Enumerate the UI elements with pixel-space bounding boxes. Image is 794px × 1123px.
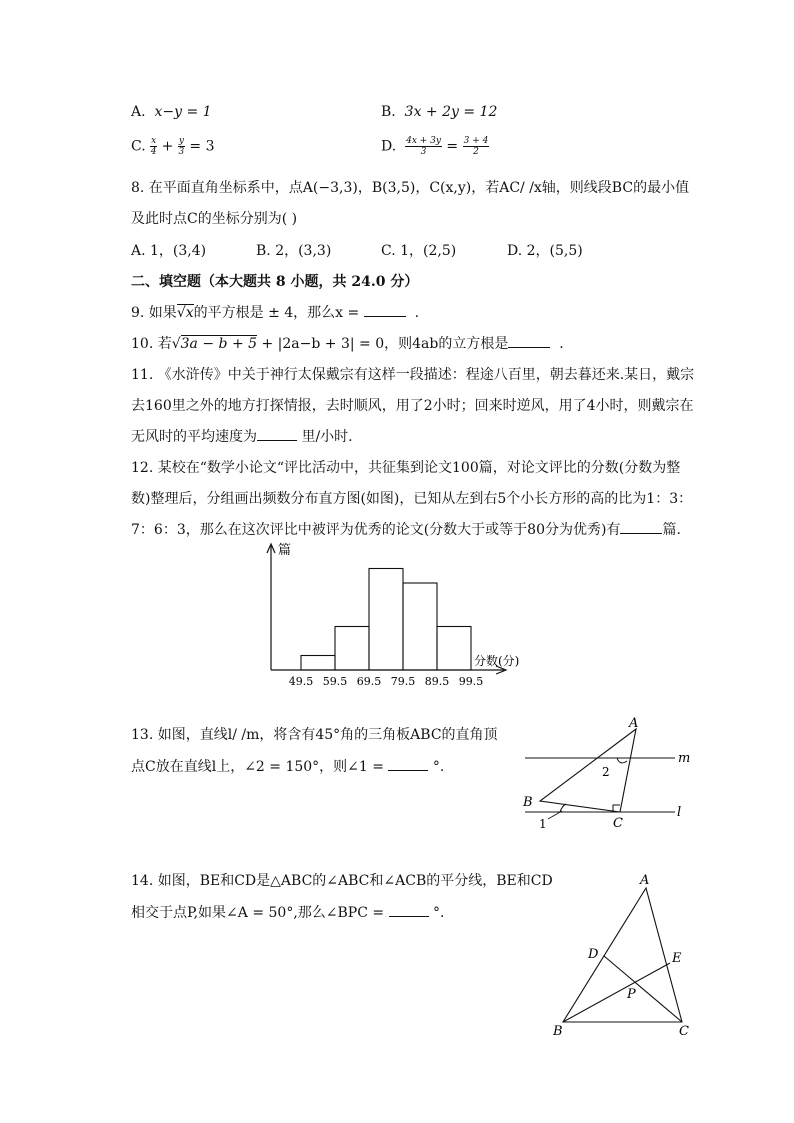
histogram-tick-label: 59.5 <box>322 675 348 688</box>
histogram-tick-label: 69.5 <box>356 675 382 688</box>
angle-2-arc <box>617 758 627 763</box>
q14-line1: 14. 如图，BE和CD是△ABC的∠ABC和∠ACB的平分线，BE和CD <box>131 873 553 889</box>
label-m: m <box>678 751 691 766</box>
label-P: P <box>627 987 636 1002</box>
q7-option-b: B. 3x + 2y = 12 <box>381 104 498 120</box>
figure-13 <box>510 716 700 836</box>
q12-line3: 7：6：3，那么在这次评比中被评为优秀的论文(分数大于或等于80分为优秀)有 篇. <box>131 522 681 538</box>
label-1: 1 <box>539 817 547 831</box>
q11-line1: 11. 《水浒传》中关于神行太保戴宗有这样一段描述：程途八百里，朝去暮还来.某日，戴宗 <box>131 367 695 383</box>
q8-option-a: A. 1，(3,4) <box>131 243 207 259</box>
q13-line1: 13. 如图，直线l/ /m，将含有45°角的三角板ABC的直角顶 <box>131 727 498 743</box>
label-l: l <box>677 805 682 820</box>
label-C: C <box>679 1024 689 1038</box>
label-D: D <box>588 947 599 962</box>
label-A: A <box>640 873 650 888</box>
q7-option-c: C. $\frac{x}{4}$ + $\frac{y}{3}$ = 3 <box>131 136 215 157</box>
section-heading: 二、填空题（本大题共 8 小题，共 24.0 分） <box>131 274 419 290</box>
histogram-tick-label: 49.5 <box>288 675 314 688</box>
histogram-bar <box>301 656 335 671</box>
triangle-abc <box>563 888 682 1022</box>
angle-1-arc <box>560 804 566 812</box>
q13-line2: 点C放在直线l上，∠2 = 150°，则∠1 = °. <box>131 759 445 775</box>
bisector-cd <box>604 956 682 1022</box>
y-axis-label: 篇 <box>278 543 292 558</box>
q10-stem: 10. 若√3a − b + 5 + |2a−b + 3| = 0，则4ab的立方根是 . <box>131 336 564 352</box>
label-2: 2 <box>602 765 610 779</box>
label-A: A <box>629 716 639 731</box>
q8-option-d: D. 2，(5,5) <box>507 243 583 259</box>
q9-stem: 9. 如果√x的平方根是 ± 4，那么x = . <box>131 305 420 321</box>
histogram-tick-label: 99.5 <box>458 675 484 688</box>
q12-line2: 数)整理后，分组画出频数分布直方图(如图)，已知从左到右5个小长方形的高的比为1：3： <box>131 491 693 507</box>
histogram-bar <box>403 583 437 670</box>
label-B: B <box>553 1024 563 1038</box>
q8-stem-line2: 及此时点C的坐标分别为( ) <box>131 211 298 227</box>
x-axis-label: 分数(分) <box>474 654 520 668</box>
histogram-bar <box>437 627 471 671</box>
label-C: C <box>613 816 623 831</box>
q7-option-a: A. x−y = 1 <box>131 104 212 120</box>
bisector-be <box>563 963 670 1022</box>
q11-line2: 去160里之外的地方打探情报，去时顺风，用了2小时；回来时逆风，用了4小时，则戴宗在 <box>131 398 694 414</box>
figure-14 <box>545 868 705 1038</box>
histogram-bar <box>369 569 403 671</box>
label-E: E <box>672 951 682 966</box>
triangle-abc <box>540 729 636 812</box>
q8-option-c: C. 1，(2,5) <box>381 243 457 259</box>
histogram-bar <box>335 627 369 671</box>
q8-stem-line1: 8. 在平面直角坐标系中，点A(−3,3)，B(3,5)，C(x,y)，若AC/ /x轴，则线段BC的最小值 <box>131 180 690 196</box>
histogram-tick-label: 79.5 <box>390 675 416 688</box>
label-B: B <box>523 795 533 810</box>
q14-line2: 相交于点P,如果∠A = 50°,那么∠BPC = °. <box>131 905 445 921</box>
q7-option-d: D. $\frac{4x + 3y}{3}$ = $\frac{3 + 4}{2}$ <box>381 136 489 157</box>
histogram-figure <box>260 538 520 688</box>
q12-line1: 12. 某校在“数学小论文“评比活动中，共征集到论文100篇，对论文评比的分数(分数为整 <box>131 460 681 476</box>
q8-option-b: B. 2，(3,3) <box>256 243 332 259</box>
histogram-tick-label: 89.5 <box>424 675 450 688</box>
q11-line3: 无风时的平均速度为 里/小时. <box>131 429 353 445</box>
